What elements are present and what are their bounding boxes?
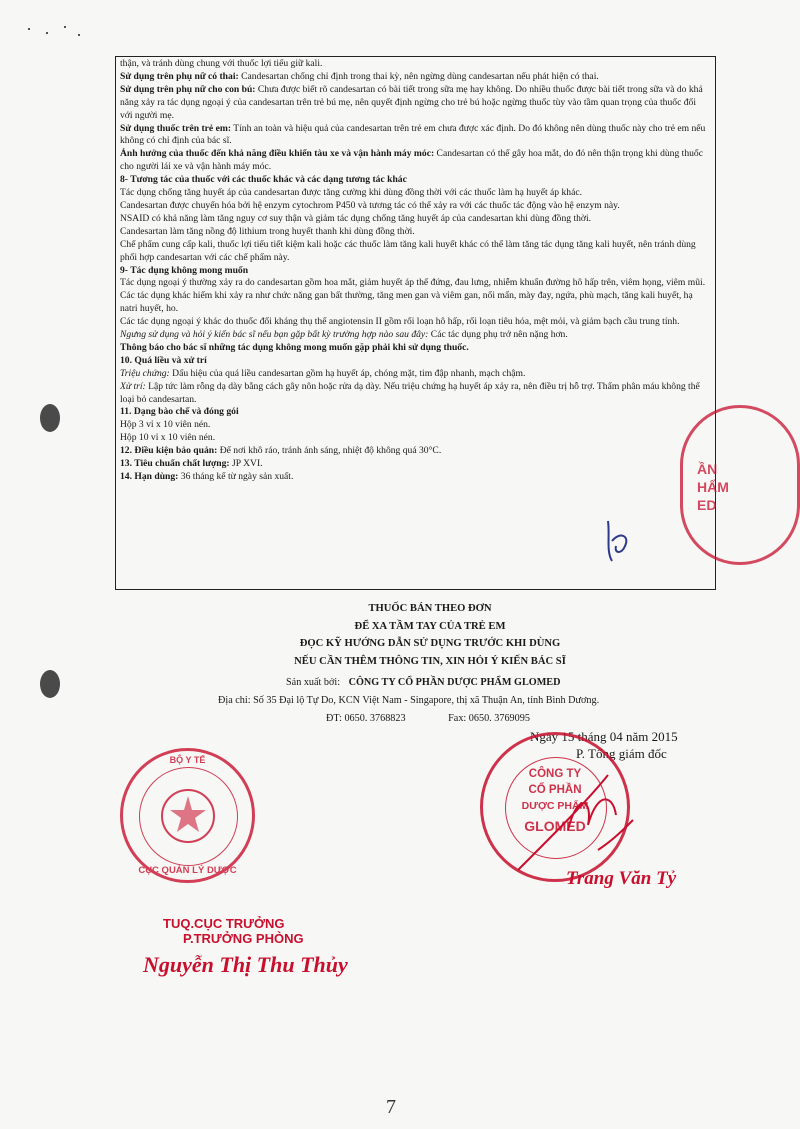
paragraph-heading: Sử dụng thuốc trên trẻ em: bbox=[120, 122, 232, 134]
paragraph bbox=[120, 148, 710, 174]
paragraph-text: Các tác dụng khác hiếm khi xảy ra như chức năng gan bất thường, tăng men gan và viêm gan, nổi mẩn, mày đay, ngứa, phù mạch, tăng kali huyết, hạ natri huyết, ho. bbox=[120, 290, 693, 315]
paragraph-heading: 10. Quá liều và xử trí bbox=[120, 354, 207, 366]
paragraph-text: Candesartan được chuyển hóa bởi hệ enzym cytochrom P450 và tương tác có thể xảy ra với các thuốc tác động vào hệ enzym này. bbox=[120, 199, 620, 211]
paragraph-heading: 12. Điều kiện bảo quản: bbox=[120, 445, 218, 457]
paragraph-text: Dấu hiệu của quá liều candesartan gồm hạ huyết áp, chóng mặt, tim đập nhanh, mạch chậm. bbox=[169, 367, 526, 379]
paragraph bbox=[120, 187, 710, 200]
footer-line: ĐỂ XA TẦM TAY CỦA TRẺ EM bbox=[354, 620, 506, 632]
paragraph bbox=[120, 342, 710, 355]
paragraph bbox=[120, 226, 710, 239]
partial-seal-text: ẦN HẨM ED bbox=[697, 461, 729, 513]
paragraph bbox=[120, 381, 710, 407]
ministry-seal bbox=[120, 748, 255, 883]
paragraph-heading: Ảnh hưởng của thuốc đến khả năng điều khiển tàu xe và vận hành máy móc: bbox=[120, 148, 435, 160]
paragraph bbox=[120, 265, 710, 278]
footer-warnings bbox=[200, 600, 660, 670]
producer-company: CÔNG TY CỔ PHẦN DƯỢC PHẨM GLOMED bbox=[348, 677, 561, 688]
seal-company-name: GLOMED bbox=[524, 818, 586, 834]
official-block bbox=[143, 916, 348, 978]
paragraph-text: Candesartan làm tăng nồng độ lithium trong huyết thanh khi dùng đồng thời. bbox=[120, 225, 415, 237]
paragraph bbox=[120, 200, 710, 213]
seal-line: CÔNG TY bbox=[528, 768, 582, 780]
paragraph-text: thận, và tránh dùng chung với thuốc lợi tiểu giữ kali. bbox=[120, 58, 323, 69]
paragraph bbox=[120, 277, 710, 290]
paragraph-text: Candesartan có thể gây hoa mắt, do đó nên thận trọng khi dùng thuốc cho người lái xe và vận hành máy móc. bbox=[120, 148, 703, 173]
footer-line: NẾU CẦN THÊM THÔNG TIN, XIN HỎI Ý KIẾN BÁC SĨ bbox=[294, 655, 566, 667]
paragraph-text: Chế phẩm cung cấp kali, thuốc lợi tiểu tiết kiệm kali hoặc các thuốc làm tăng kali huyết khác có thể làm tăng tác dụng tăng kali huyết, nên tránh dùng phối hợp candesartan với các chế phẩm này. bbox=[120, 238, 696, 263]
punch-hole bbox=[40, 404, 60, 432]
paragraph bbox=[120, 419, 710, 432]
paragraph-text: Các tác dụng ngoại ý khác do thuốc đối kháng thụ thể angiotensin II gồm rối loạn hô hấp, rối loạn tiêu hóa, mệt mỏi, và giảm bạch cầu trung tính. bbox=[120, 316, 680, 328]
director-title: P. Tổng giám đốc bbox=[576, 746, 667, 761]
paragraph-text: JP XVI. bbox=[229, 458, 263, 470]
footer-line: ĐỌC KỸ HƯỚNG DẪN SỬ DỤNG TRƯỚC KHI DÙNG bbox=[299, 638, 561, 649]
paragraph-text: 36 tháng kể từ ngày sản xuất. bbox=[178, 471, 294, 482]
paragraph-text: Các tác dụng phụ trở nên nặng hơn. bbox=[428, 329, 568, 341]
paragraph bbox=[120, 123, 710, 149]
emblem-icon bbox=[156, 784, 220, 848]
paragraph bbox=[120, 316, 710, 329]
producer-fax: Fax: 0650. 3769095 bbox=[448, 713, 530, 724]
producer-address: Địa chỉ: Số 35 Đại lộ Tự Do, KCN Việt Nam - Singapore, thị xã Thuận An, tỉnh Bình Dương. bbox=[218, 695, 600, 706]
paragraph-heading: 13. Tiêu chuẩn chất lượng: bbox=[120, 458, 230, 470]
paragraph-text: Tác dụng ngoại ý thường xảy ra do candesartan gồm hoa mắt, giảm huyết áp thế đứng, đau lưng, nhiễm khuẩn đường hô hấp trên, viêm họng, viêm mũi. bbox=[120, 277, 706, 289]
paragraph bbox=[120, 174, 710, 187]
date-line: Ngày 15 tháng 04 năm 2015 bbox=[530, 729, 678, 744]
paragraph-heading: Thông báo cho bác sĩ những tác dụng không mong muốn gặp phải khi sử dụng thuốc. bbox=[120, 341, 469, 353]
paragraph bbox=[120, 471, 710, 484]
paragraph-text: Hộp 10 vỉ x 10 viên nén. bbox=[120, 432, 216, 444]
seal-line: CỔ PHẦN bbox=[528, 784, 582, 796]
official-title-2: P.TRƯỞNG PHÒNG bbox=[183, 931, 304, 946]
official-title-1: TUQ.CỤC TRƯỞNG bbox=[163, 916, 285, 931]
paragraph-heading: Sử dụng trên phụ nữ cho con bú: bbox=[120, 83, 256, 95]
producer-label: Sản xuất bởi: bbox=[286, 677, 341, 688]
director-name: Trang Văn Tỷ bbox=[566, 868, 677, 889]
producer-block bbox=[218, 674, 680, 728]
paragraph bbox=[120, 290, 710, 316]
paragraph-text: Tính an toàn và hiệu quả của candesartan trên trẻ em chưa được xác định. Do đó không nên dùng thuốc này cho trẻ em nếu không có chỉ định của bác sĩ. bbox=[120, 122, 706, 147]
official-signature: Nguyễn Thị Thu Thủy bbox=[143, 952, 348, 977]
paragraph-lead: Ngưng sử dụng và hỏi ý kiến bác sĩ nếu bạn gặp bất kỳ trường hợp nào sau đây: bbox=[120, 329, 429, 341]
paragraph-lead: Triệu chứng: bbox=[120, 367, 170, 379]
seal-top-text: BỘ Y TẾ bbox=[169, 755, 206, 765]
paragraph-heading: Sử dụng trên phụ nữ có thai: bbox=[120, 70, 239, 82]
paragraph bbox=[120, 239, 710, 265]
seal-bottom-text: CỤC QUẢN LÝ DƯỢC bbox=[138, 865, 237, 876]
paragraph bbox=[120, 406, 710, 419]
paragraph bbox=[120, 329, 710, 342]
paragraph bbox=[120, 355, 710, 368]
footer-line: THUỐC BÁN THEO ĐƠN bbox=[368, 603, 492, 614]
paragraph-text: Chưa được biết rõ candesartan có bài tiết trong sữa mẹ hay không. Do nhiều thuốc được bài tiết trong sữa và do khả năng xảy ra tác dụng ngoại ý của candesartan trên trẻ bú mẹ, nên quyết định ngừng cho trẻ bú hoặc ngừng thuốc tùy vào tầm quan trọng của thuốc đối với người mẹ. bbox=[120, 83, 703, 121]
paragraph-heading: 8- Tương tác của thuốc với các thuốc khác và các dạng tương tác khác bbox=[120, 174, 407, 186]
page-number: 7 bbox=[386, 1096, 396, 1118]
paragraph bbox=[120, 213, 710, 226]
paragraph-text: Để nơi khô ráo, tránh ánh sáng, nhiệt độ không quá 30°C. bbox=[217, 445, 442, 457]
paragraph bbox=[120, 458, 710, 471]
initial-signature bbox=[600, 516, 640, 566]
paragraph bbox=[120, 432, 710, 445]
paragraph-text: Candesartan chống chỉ định trong thai kỳ, nên ngừng dùng candesartan nếu phát hiện có thai. bbox=[238, 70, 599, 82]
paragraph bbox=[120, 84, 710, 123]
paragraph bbox=[120, 445, 710, 458]
paragraph-text: Hộp 3 vỉ x 10 viên nén. bbox=[120, 419, 211, 431]
seal-line: DƯỢC PHẨM bbox=[521, 800, 589, 812]
paragraph-heading: 11. Dạng bào chế và đóng gói bbox=[120, 406, 239, 418]
paragraph-heading: 14. Hạn dùng: bbox=[120, 471, 179, 482]
paragraph bbox=[120, 71, 710, 84]
scan-specks bbox=[28, 22, 88, 36]
leaflet-body bbox=[120, 58, 710, 484]
punch-hole bbox=[40, 670, 60, 698]
paragraph bbox=[120, 58, 710, 71]
paragraph-lead: Xử trí: bbox=[120, 380, 146, 392]
paragraph-text: NSAID có khả năng làm tăng nguy cơ suy thận và giảm tác dụng chống tăng huyết áp của candesartan khi dùng đồng thời. bbox=[120, 212, 592, 224]
director-signature bbox=[498, 770, 638, 880]
paragraph bbox=[120, 368, 710, 381]
partial-seal bbox=[680, 405, 800, 565]
paragraph-heading: 9- Tác dụng không mong muốn bbox=[120, 264, 249, 276]
producer-phone: ĐT: 0650. 3768823 bbox=[326, 713, 406, 724]
paragraph-text: Tác dụng chống tăng huyết áp của candesartan được tăng cường khi dùng đồng thời với các thuốc làm hạ huyết áp khác. bbox=[120, 187, 582, 199]
paragraph-text: Lập tức làm rỗng dạ dày bằng cách gây nôn hoặc rửa dạ dày. Nếu triệu chứng hạ huyết áp xảy ra, nên điều trị hỗ trợ. Thẩm phân máu không thể loại bỏ candesartan. bbox=[120, 380, 700, 405]
